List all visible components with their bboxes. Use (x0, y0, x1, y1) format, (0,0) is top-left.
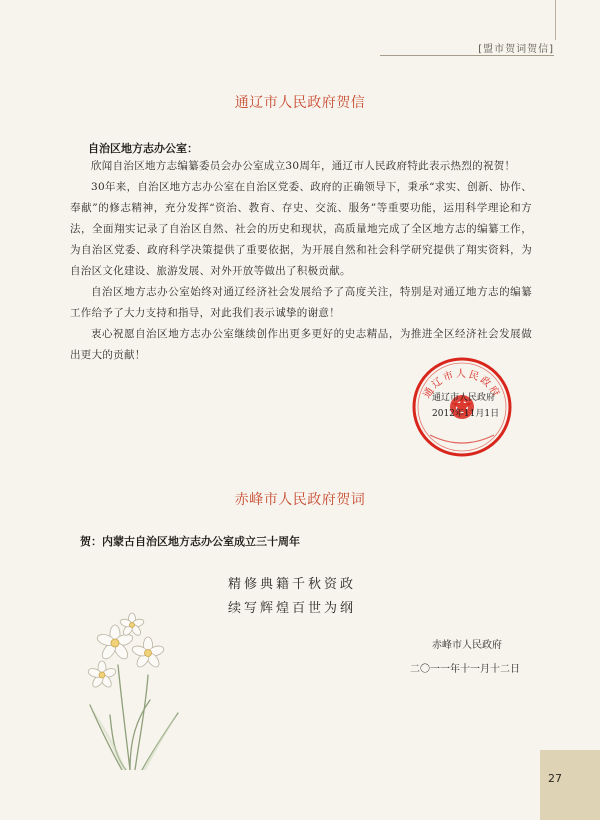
couplet-line: 续写辉煌百世为纲 (228, 601, 357, 616)
letter2-title: 赤峰市人民政府贺词 (234, 492, 366, 508)
seal-text: 通辽市人民政府 (421, 369, 503, 401)
letter1-body (70, 156, 532, 366)
page-tab (540, 750, 600, 820)
page-number: 27 (548, 772, 562, 785)
letter1-salutation: 自治区地方志办公室： (88, 142, 198, 155)
letter2-heading: 贺：内蒙古自治区地方志办公室成立三十周年 (80, 535, 300, 548)
running-head-divider (380, 55, 554, 56)
letter1-paragraph: 30年来，自治区地方志办公室在自治区党委、政府的正确领导下，秉承“求实、创新、协作、奉献”的修志精神，充分发挥“资治、教育、存史、交流、服务”等重要功能，运用科学理论和方法，全面翔实记录了自治区自然、社会的历史和现状，高质量地完成了全区地方志的编纂工作，为自治区党委、政府科学决策提供了重要依据，为开展自然和社会科学研究提供了翔实资料，为自治区文化建设、旅游发展、对外开放等做出了积极贡献。 (70, 181, 532, 277)
letter1-date: 2012年11月1日 (432, 409, 500, 419)
letter1-signature: 通辽市人民政府 (432, 393, 496, 403)
letter1-paragraph: 欣闻自治区地方志编纂委员会办公室成立30周年，通辽市人民政府特此表示热烈的祝贺！ (91, 160, 516, 172)
top-rule (555, 0, 556, 40)
couplet-line: 精修典籍千秋资政 (228, 577, 357, 592)
letter2-signature: 赤峰市人民政府 (432, 640, 502, 651)
letter2-date: 二〇一一年十一月十二日 (410, 664, 520, 675)
letter1-paragraph: 衷心祝愿自治区地方志办公室继续创作出更多更好的史志精品，为推进全区经济社会发展做出更大的贡献！ (70, 328, 532, 361)
narcissus-illustration (60, 595, 210, 770)
letter1-paragraph: 自治区地方志办公室始终对通辽经济社会发展给予了高度关注，特别是对通辽地方志的编纂工作给予了大力支持和指导，对此我们表示诚挚的谢意！ (70, 286, 532, 319)
running-head: [盟市贺词贺信] (478, 44, 554, 55)
letter1-title: 通辽市人民政府贺信 (234, 95, 366, 111)
